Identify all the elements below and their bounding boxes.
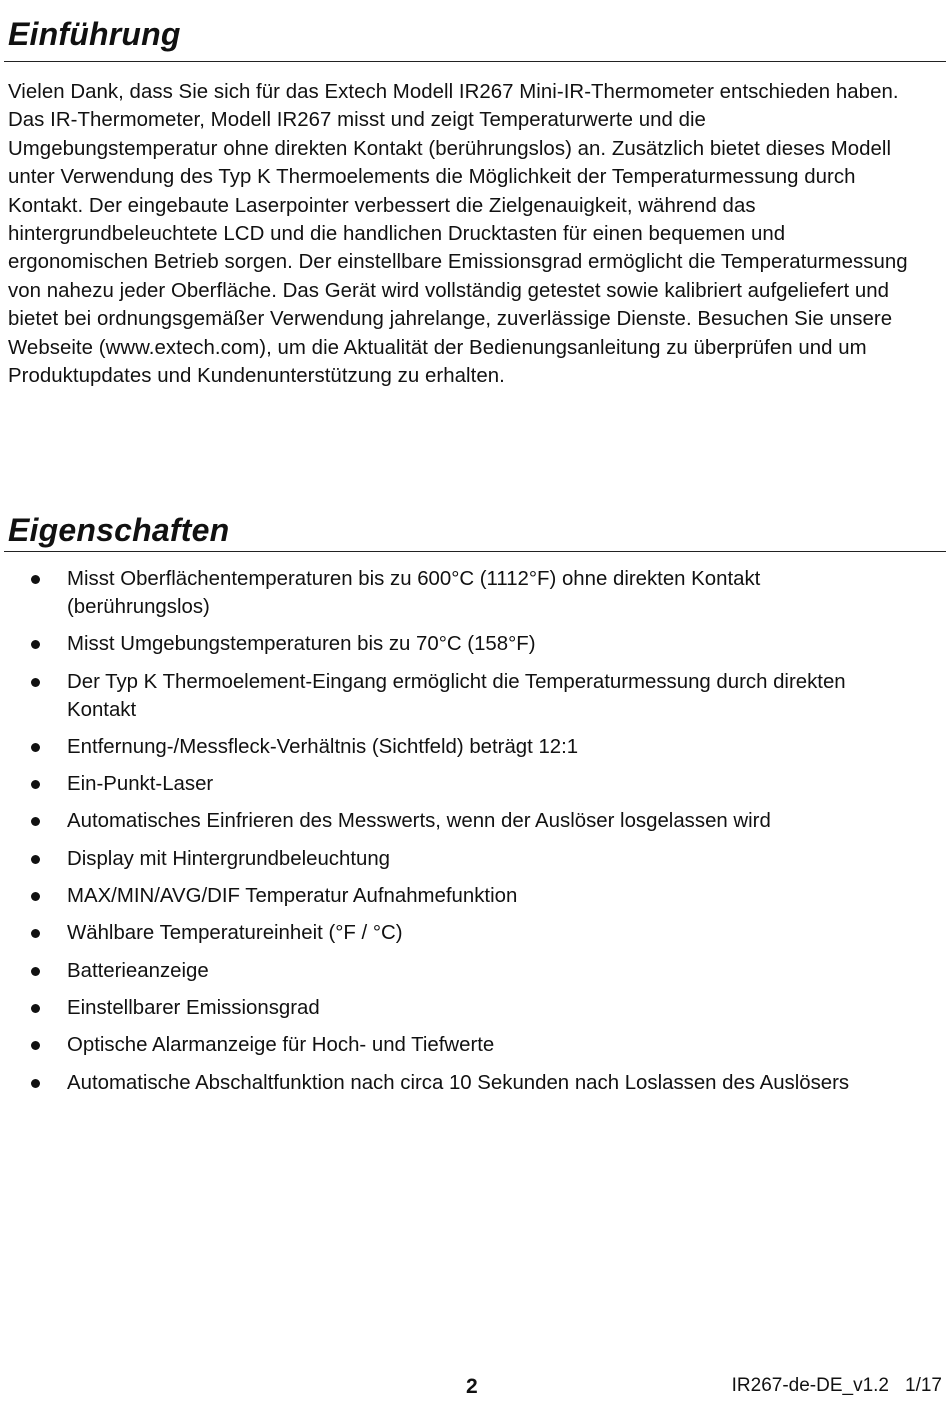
- feature-line: Automatische Abschaltfunktion nach circa 10 Sekunden nach Loslassen des Auslösers: [67, 1071, 850, 1094]
- bullet-icon: [31, 780, 40, 789]
- bullet-icon: [31, 817, 40, 826]
- feature-item: [0, 845, 940, 873]
- bullet-icon: [31, 967, 40, 976]
- feature-line: Entfernung-/Messfleck-Verhältnis (Sichtfeld) beträgt 12:1: [67, 735, 579, 758]
- page-number: 2: [466, 1375, 478, 1398]
- intro-line: von nahezu jeder Oberfläche. Das Gerät wird vollständig getestet sowie kalibriert aufgeliefert und: [8, 279, 890, 302]
- feature-line: (berührungslos): [67, 596, 210, 618]
- intro-line: Produktupdates und Kundenunterstützung zu erhalten.: [8, 365, 505, 388]
- features-heading-rule: [4, 551, 946, 552]
- feature-item: [0, 668, 940, 724]
- document-id: IR267-de-DE_v1.2: [731, 1375, 890, 1396]
- intro-line: unter Verwendung des Typ K Thermoelements die Möglichkeit der Temperaturmessung durch: [8, 166, 856, 189]
- bullet-icon: [31, 1079, 40, 1088]
- feature-line: Einstellbarer Emissionsgrad: [67, 996, 320, 1019]
- intro-line: Kontakt. Der eingebaute Laserpointer verbessert die Zielgenauigkeit, während das: [8, 194, 756, 217]
- bullet-icon: [31, 1004, 40, 1013]
- feature-line: Batterieanzeige: [67, 959, 209, 982]
- feature-item: [0, 1031, 940, 1059]
- feature-item: [0, 957, 940, 985]
- bullet-icon: [31, 678, 40, 687]
- intro-line: Umgebungstemperatur ohne direkten Kontakt (berührungslos) an. Zusätzlich bietet dieses Modell: [8, 137, 892, 160]
- feature-item: [0, 807, 940, 835]
- intro-heading-rule: [4, 61, 946, 62]
- feature-line: Automatisches Einfrieren des Messwerts, wenn der Auslöser losgelassen wird: [67, 810, 771, 833]
- feature-item: [0, 1069, 940, 1097]
- document-footer: [732, 1373, 942, 1399]
- feature-item: [0, 630, 940, 658]
- feature-item: [0, 882, 940, 910]
- intro-paragraph: [8, 78, 942, 390]
- bullet-icon: [31, 1041, 40, 1050]
- bullet-icon: [31, 640, 40, 649]
- sheet-indicator: 1/17: [905, 1375, 942, 1396]
- intro-line: Vielen Dank, dass Sie sich für das Extech Modell IR267 Mini-IR-Thermometer entschieden haben.: [8, 81, 899, 103]
- feature-line: Kontakt: [67, 698, 137, 721]
- feature-line: Wählbare Temperatureinheit (°F / °C): [67, 922, 403, 945]
- features-heading: Eigenschaften: [8, 512, 230, 548]
- bullet-icon: [31, 892, 40, 901]
- intro-heading: Einführung: [8, 16, 181, 52]
- feature-line: MAX/MIN/AVG/DIF Temperatur Aufnahmefunktion: [67, 885, 518, 908]
- feature-line: Ein-Punkt-Laser: [67, 773, 214, 796]
- bullet-icon: [31, 575, 40, 584]
- bullet-icon: [31, 855, 40, 864]
- intro-line: ergonomischen Betrieb sorgen. Der einstellbare Emissionsgrad ermöglicht die Temperaturmessung: [8, 251, 908, 274]
- intro-line: hintergrundbeleuchtete LCD und die handlichen Drucktasten für einen bequemen und: [8, 223, 786, 246]
- feature-line: Misst Umgebungstemperaturen bis zu 70°C (158°F): [67, 633, 536, 656]
- feature-item: [0, 565, 940, 621]
- feature-item: [0, 770, 940, 798]
- intro-line: Das IR-Thermometer, Modell IR267 misst und zeigt Temperaturwerte und die: [8, 109, 706, 132]
- features-list: [0, 565, 940, 1106]
- intro-line: bietet bei ordnungsgemäßer Verwendung jahrelange, zuverlässige Dienste. Besuchen Sie unsere: [8, 308, 893, 331]
- feature-line: Misst Oberflächentemperaturen bis zu 600°C (1112°F) ohne direkten Kontakt: [67, 568, 761, 590]
- feature-item: [0, 919, 940, 947]
- bullet-icon: [31, 929, 40, 938]
- feature-line: Display mit Hintergrundbeleuchtung: [67, 847, 391, 870]
- feature-item: [0, 994, 940, 1022]
- bullet-icon: [31, 743, 40, 752]
- feature-item: [0, 733, 940, 761]
- intro-line: Webseite (www.extech.com), um die Aktualität der Bedienungsanleitung zu überprüfen und um: [8, 336, 867, 359]
- feature-line: Optische Alarmanzeige für Hoch- und Tiefwerte: [67, 1034, 495, 1057]
- feature-line: Der Typ K Thermoelement-Eingang ermöglicht die Temperaturmessung durch direkten: [67, 670, 846, 693]
